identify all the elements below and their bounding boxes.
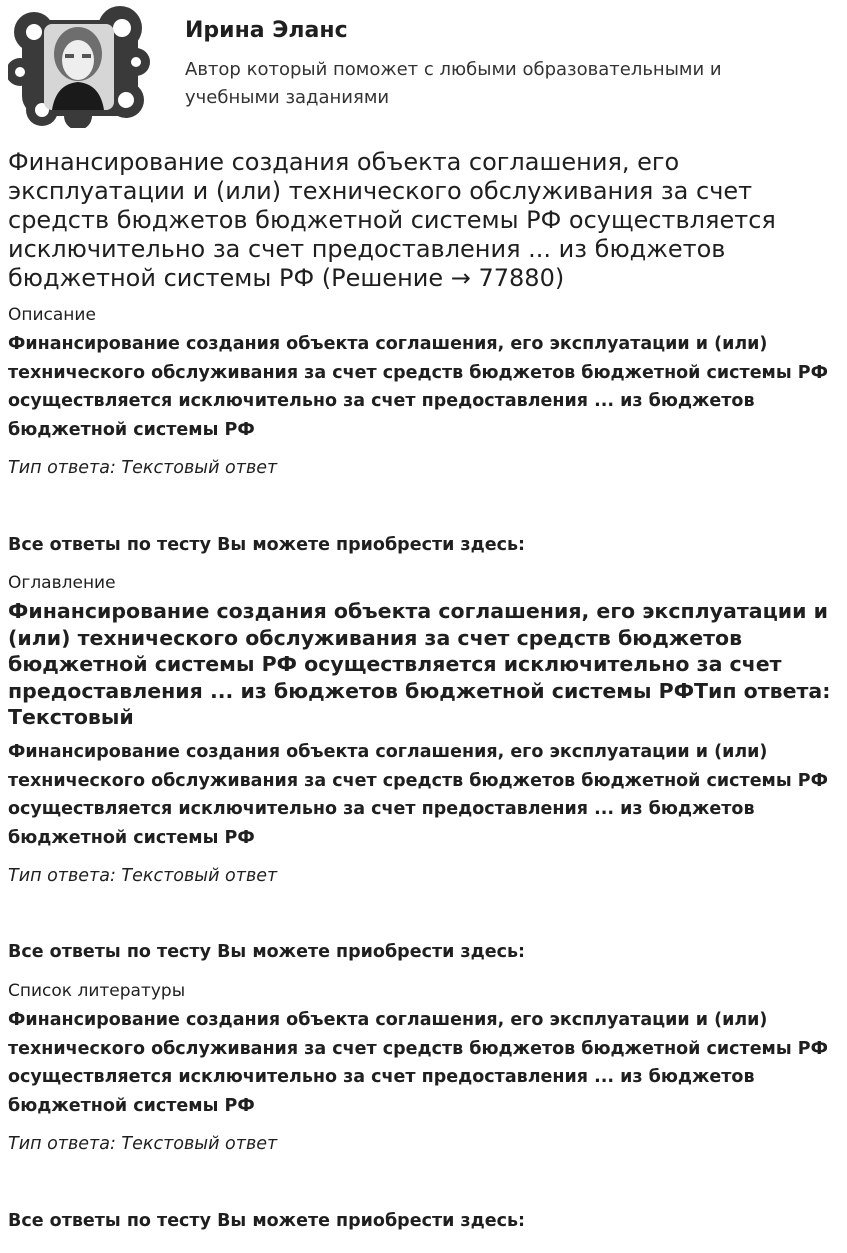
toc-text: Финансирование создания объекта соглашения, его эксплуатации и (или) технического обслуживания за счет средств бюджетов бюджетной системы РФ осуществляется исключительно за счет предоставления ... из бюджетов бюджетной системы РФ (8, 742, 828, 848)
author-block (8, 6, 838, 128)
literature-answer-type: Тип ответа: Текстовый ответ (8, 1134, 278, 1154)
author-name[interactable]: Ирина Эланс (185, 18, 348, 43)
toc-cta: Все ответы по тесту Вы можете приобрести здесь: (8, 942, 526, 962)
author-avatar[interactable] (8, 6, 150, 128)
description-answer-type: Тип ответа: Текстовый ответ (8, 458, 278, 478)
toc-label: Оглавление (8, 573, 116, 593)
toc-answer-type: Тип ответа: Текстовый ответ (8, 866, 278, 886)
literature-cta: Все ответы по тесту Вы можете приобрести здесь: (8, 1211, 526, 1231)
page-title: Финансирование создания объекта соглашения, его эксплуатации и (или) технического обслуживания за счет средств бюджетов бюджетной системы РФ осуществляется исключительно за счет предоставления ... из бюджетов бюджетной системы РФ (Решение → 77880) (8, 148, 776, 292)
description-label: Описание (8, 305, 96, 325)
literature-text: Финансирование создания объекта соглашения, его эксплуатации и (или) технического обслуживания за счет средств бюджетов бюджетной системы РФ осуществляется исключительно за счет предоставления ... из бюджетов бюджетной системы РФ (8, 1010, 828, 1116)
toc-heading: Финансирование создания объекта соглашения, его эксплуатации и (или) технического обслуживания за счет средств бюджетов бюджетной системы РФ осуществляется исключительно за счет предоставления ... из бюджетов бюджетной системы РФТип ответа: Текстовый (8, 599, 831, 729)
description-cta: Все ответы по тесту Вы можете приобрести здесь: (8, 535, 526, 555)
literature-label: Список литературы (8, 981, 186, 1001)
description-text: Финансирование создания объекта соглашения, его эксплуатации и (или) технического обслуживания за счет средств бюджетов бюджетной системы РФ осуществляется исключительно за счет предоставления ... из бюджетов бюджетной системы РФ (8, 334, 828, 440)
author-description: Автор который поможет с любыми образовательными и учебными заданиями (185, 59, 722, 108)
